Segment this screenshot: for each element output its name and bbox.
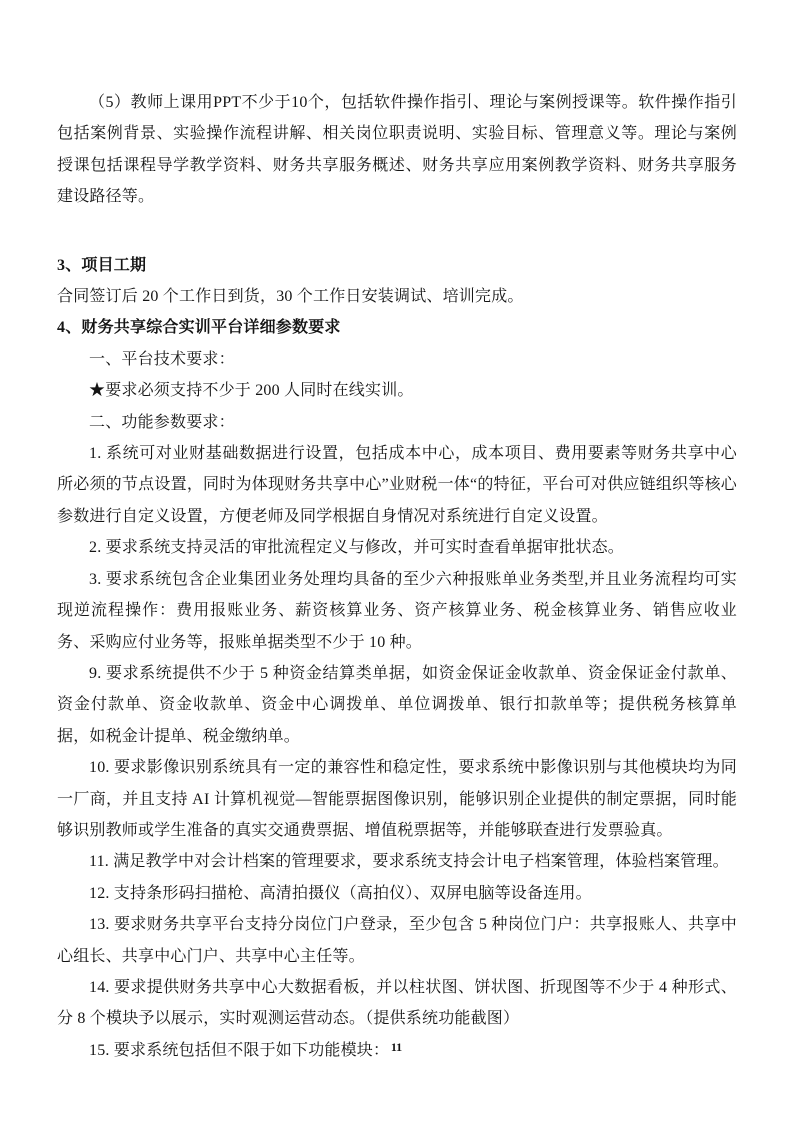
subsection-tech-requirements-title: 一、平台技术要求： (89, 350, 235, 368)
paragraph-item-15: 15. 要求系统包括但不限于如下功能模块： (89, 1041, 390, 1059)
paragraph-item-3: 3. 要求系统包含企业集团业务处理均具备的至少六种报账单业务类型,并且业务流程均可实现逆流程操作：费用报账业务、薪资核算业务、资产核算业务、税金核算业务、销售应收业务、采购应付业务等，报账单据类型不少于 10 种。 (57, 570, 737, 651)
document-body (57, 87, 737, 1066)
paragraph-item-1: 1. 系统可对业财基础数据进行设置，包括成本中心，成本项目、费用要素等财务共享中心所必须的节点设置，同时为体现财务共享中心”业财税一体“的特征，平台可对供应链组织等核心参数进行自定义设置，方便老师及同学根据自身情况对系统进行自定义设置。 (57, 445, 737, 525)
section-heading-project-duration: 3、项目工期 (57, 256, 147, 274)
page-number: 11 (390, 1040, 403, 1054)
subsection-function-parameters-title: 二、功能参数要求： (89, 413, 235, 431)
paragraph-tech-star-requirement: ★要求必须支持不少于 200 人同时在线实训。 (89, 382, 414, 400)
paragraph-ppt-requirement: （5）教师上课用PPT不少于10个，包括软件操作指引、理论与案例授课等。软件操作指引包括案例背景、实验操作流程讲解、相关岗位职责说明、实验目标、管理意义等。理论与案例授课包括课程导学教学资料、财务共享服务概述、财务共享应用案例教学资料、财务共享服务建设路径等。 (57, 94, 737, 206)
paragraph-item-2: 2. 要求系统支持灵活的审批流程定义与修改，并可实时查看单据审批状态。 (89, 539, 625, 557)
paragraph-item-11: 11. 满足教学中对会计档案的管理要求，要求系统支持会计电子档案管理，体验档案管理。 (89, 853, 729, 871)
paragraph-duration: 合同签订后 20 个工作日到货，30 个工作日安装调试、培训完成。 (57, 288, 524, 306)
paragraph-item-12: 12. 支持条形码扫描枪、高清拍摄仪（高拍仪）、双屏电脑等设备连用。 (89, 884, 592, 902)
section-heading-platform-parameters: 4、财务共享综合实训平台详细参数要求 (57, 319, 341, 337)
paragraph-item-14: 14. 要求提供财务共享中心大数据看板，并以柱状图、饼状图、折现图等不少于 4 种形式、分 8 个模块予以展示，实时观测运营动态。（提供系统功能截图） (57, 978, 737, 1028)
paragraph-item-13: 13. 要求财务共享平台支持分岗位门户登录，至少包含 5 种岗位门户：共享报账人、共享中心组长、共享中心门户、共享中心主任等。 (57, 916, 737, 965)
paragraph-item-10: 10. 要求影像识别系统具有一定的兼容性和稳定性，要求系统中影像识别与其他模块均为同一厂商，并且支持 AI 计算机视觉—智能票据图像识别，能够识别企业提供的制定票据，同时能够识别教师或学生准备的真实交通费票据、增值税票据等，并能够联查进行发票验真。 (57, 759, 737, 839)
paragraph-item-9: 9. 要求系统提供不少于 5 种资金结算类单据，如资金保证金收款单、资金保证金付款单、资金付款单、资金收款单、资金中心调拨单、单位调拨单、银行扣款单等；提供税务核算单据，如税金计提单、税金缴纳单。 (57, 664, 737, 745)
